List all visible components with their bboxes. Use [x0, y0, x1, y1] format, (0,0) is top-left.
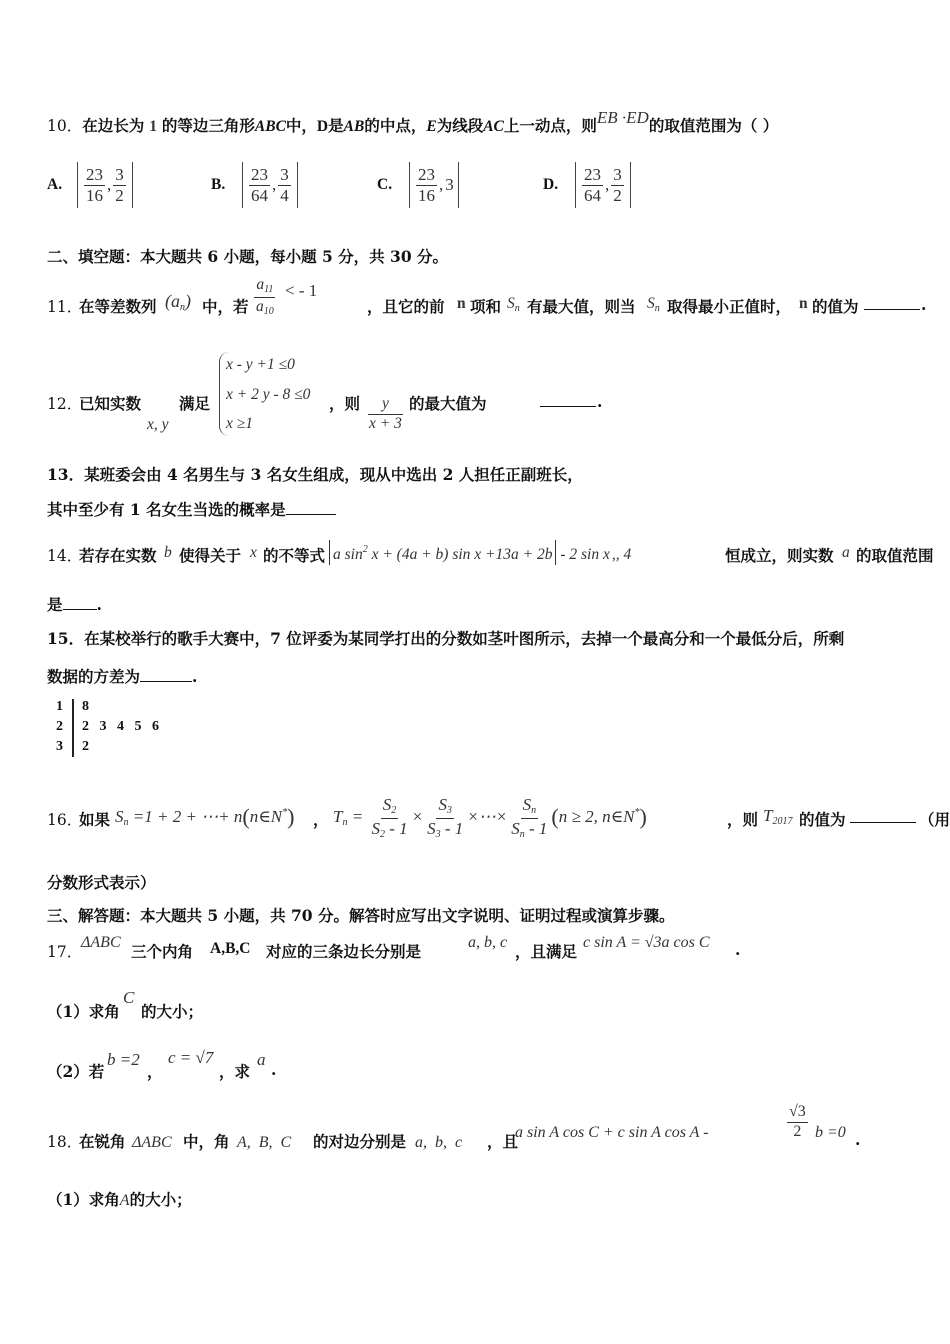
q11-seq-a: a [171, 291, 180, 311]
q12-text: 的最大值为 [409, 394, 487, 413]
q14-number: 14． [47, 547, 83, 565]
q10-side-length: 1 [149, 118, 157, 135]
q12-constraint-system [219, 352, 340, 436]
q12-fraction [367, 396, 404, 433]
option-c-den1: 16 [418, 185, 435, 205]
q17-part-2 [47, 1046, 950, 1081]
option-a-den1: 16 [86, 185, 103, 205]
q10-text: 在边长为 [82, 116, 145, 135]
option-d-den1: 64 [584, 185, 601, 205]
q16-f3-den-sub: n [519, 828, 525, 840]
q10-text: 为线段 [436, 116, 484, 135]
q18-angles: A, B, C [237, 1134, 292, 1151]
q12-number: 12． [47, 395, 83, 413]
stem-1: 1 [56, 699, 63, 714]
q16-condition-2: n ≥ 2, n∈N [558, 806, 635, 826]
q18-triangle: ΔABC [132, 1134, 172, 1151]
q16-tn-def: $T_n$ = $\frac{S_2}{S_2 - 1}$ × $\frac{S_3}{S_3 - 1}$ ×⋯× $\frac{S_n}{S_n - 1}$ (n ≥ 2, n∈N*) [333, 795, 647, 840]
q12-constraint-1: x - y +1 ≤0 [226, 356, 295, 373]
q14-end: . [96, 595, 102, 614]
q15-line-1: 15．在某校举行的歌手大赛中，7 位评委为某同学打出的分数如茎叶图所示，去掉一个最高分和一个最低分后，所剩 [47, 629, 845, 648]
option-a-den2: 2 [115, 185, 124, 205]
q14-stem [47, 534, 950, 568]
q16-t: T [333, 806, 343, 826]
q12-answer-blank[interactable] [540, 392, 596, 407]
q14-text: 若存在实数 [79, 546, 157, 565]
q12-text: 已知实数 [79, 394, 142, 413]
q14-var-x: x [250, 544, 257, 561]
q11-text: 的值为 [812, 297, 859, 316]
q16-f3-den: S [511, 818, 520, 838]
q17-p2-label: （2）若 [47, 1062, 105, 1081]
stem-2: 2 [56, 719, 63, 734]
q11-end: . [921, 295, 927, 314]
q12-frac-num: y [368, 396, 403, 415]
option-d-num1: 23 [584, 164, 601, 184]
option-b-num2: 3 [280, 164, 289, 184]
stem-leaf-plot [50, 697, 190, 761]
option-c-label: C. [377, 176, 393, 193]
q17-p2-a: a [257, 1050, 266, 1069]
q16-f3-num: S [522, 795, 532, 814]
q16-number: 16． [47, 811, 83, 829]
q16-text: ，则 [727, 810, 759, 829]
option-d-num2: 3 [613, 164, 622, 184]
q16-answer-blank[interactable] [850, 808, 916, 823]
q16-f2-num-sub: 3 [446, 805, 452, 816]
q11-num-a: a [256, 276, 265, 293]
q16-t2: T [763, 806, 773, 825]
q16-star-2: * [634, 806, 640, 818]
q17-p2-sep: ， [147, 1062, 163, 1081]
leaves-row-3: 2 [82, 739, 89, 754]
q16-t-sub: n [342, 816, 348, 828]
q16-sn-def: $S_n =1 + 2$ + ⋯+ n(n∈N*) [115, 804, 295, 829]
q11-s2: S [647, 295, 655, 312]
q13-line-1: 13．某班委会由 4 名男生与 3 名女生组成，现从中选出 2 人担任正副班长， [47, 465, 583, 484]
option-c-sep: , [439, 175, 444, 194]
q17-text: ，且满足 [515, 942, 578, 961]
q11-s-sub: n [514, 303, 520, 314]
q12-variables: x, y [147, 416, 169, 433]
q14-expr-b: x + (4a + b) sin x +13a + 2b [367, 546, 553, 563]
q14-text: 是 [47, 595, 63, 614]
q14-var-b: b [164, 544, 172, 561]
option-b-den2: 4 [280, 185, 289, 205]
q18-frac-den: 2 [793, 1122, 802, 1140]
q17-stem [47, 932, 950, 962]
q18-frac-num: √3 [787, 1104, 808, 1123]
q11-answer-blank[interactable] [864, 295, 920, 310]
q10-segment-ab: AB [343, 118, 365, 135]
q16-text: （用 [919, 810, 950, 829]
q16-s: S [115, 807, 124, 826]
q17-triangle: ΔABC [81, 934, 121, 951]
q18-text: ，且 [487, 1132, 519, 1151]
q18-text: 的对边分别是 [313, 1132, 407, 1151]
q12-constraint-2: x + 2 y - 8 ≤0 [226, 386, 311, 403]
q14-expr-c: - 2 sin x [556, 546, 610, 563]
q11-text: 有最大值，则当 [527, 297, 636, 316]
q15-line-2 [47, 665, 950, 687]
q10-point-d: D [316, 118, 329, 135]
q10-text: 上一动点，则 [503, 116, 597, 135]
q14-leq: ,, 4 [611, 546, 632, 563]
q12-text: 满足 [179, 394, 211, 413]
q16-t2-sub: 2017 [772, 816, 793, 827]
option-d-sep: , [605, 175, 610, 194]
q11-text: 项和 [470, 297, 502, 316]
q17-part-1 [47, 988, 950, 1021]
q17-text: 三个内角 [131, 942, 194, 961]
section-2-header: 二、填空题：本大题共 6 小题，每小题 5 分，共 30 分。 [47, 247, 449, 266]
q16-f3-den-tail: - 1 [524, 818, 548, 838]
q18-fraction [787, 1104, 808, 1141]
q15-answer-blank[interactable] [140, 667, 192, 682]
q14-expr-sq: 2 [362, 544, 368, 555]
q16-stem [47, 788, 950, 840]
q16-f2-den-tail: - 1 [440, 818, 464, 838]
q10-text: 是 [328, 116, 344, 135]
q14-expr-a: a sin [333, 546, 363, 563]
option-a-sep: , [107, 175, 112, 194]
q16-f2-den-sub: 3 [435, 828, 441, 840]
stem-3: 3 [56, 739, 63, 754]
q14-text: 使得关于 [179, 546, 242, 565]
q10-text: 的等边三角形 [161, 116, 255, 135]
option-c-interval [409, 162, 459, 208]
q11-text: ，且它的前 [367, 297, 445, 316]
q11-ratio [254, 277, 276, 317]
q13-line-2 [47, 498, 950, 520]
q16-line-2: 分数形式表示） [47, 873, 156, 892]
q17-angles: A,B,C [210, 940, 251, 957]
q11-text: 在等差数列 [79, 297, 157, 316]
q18-part-1 [47, 1188, 950, 1210]
q10-point-e: E [426, 118, 437, 135]
q11-sum-sn [507, 295, 520, 314]
q16-sum: =1 + 2 + ⋯+ n [128, 807, 243, 826]
q14-text: 恒成立，则实数 [725, 546, 834, 565]
option-b-label: B. [211, 176, 226, 193]
q16-f3-num-sub: n [531, 805, 537, 816]
q14-var-a: a [842, 544, 850, 561]
q17-text: 对应的三条边长分别是 [266, 942, 422, 961]
option-b-den1: 64 [251, 185, 268, 205]
q10-text: 的中点， [364, 116, 427, 135]
q16-times: × [411, 806, 424, 826]
q12-constraint-3: x ≥1 [226, 415, 254, 432]
q10-text: 中， [285, 116, 317, 135]
q12-text: ，则 [329, 394, 361, 413]
q16-eq: = [347, 806, 364, 826]
q16-f2-den: S [427, 818, 436, 838]
q18-sides: a, b, c [415, 1134, 463, 1151]
q16-t2017 [763, 806, 792, 827]
q17-p1-var: C [123, 988, 135, 1007]
q11-num-sub: 11 [264, 284, 274, 295]
option-c-num1: 23 [418, 164, 435, 184]
q18-p1-label: （1）求角 [47, 1190, 120, 1209]
option-c-value2: 3 [445, 175, 454, 194]
section-3-header: 三、解答题：本大题共 5 小题，共 70 分。解答时应写出文字说明、证明过程或演算步骤。 [47, 906, 675, 925]
q16-condition-1: n∈N [249, 807, 283, 826]
q11-den-sub: 10 [263, 305, 274, 317]
q10-triangle: ABC [254, 118, 286, 135]
q10-stem [47, 108, 950, 136]
option-d-interval [575, 162, 631, 208]
q16-text: 的值为 [799, 810, 846, 829]
q12-stem [47, 350, 950, 445]
q11-stem [47, 276, 950, 323]
q11-sequence: $(a_n)$ [165, 291, 191, 313]
leaves-row-2: 2 3 4 5 6 [82, 719, 159, 734]
q11-inequality: < - 1 [285, 281, 318, 300]
q18-stem [47, 1104, 950, 1156]
option-b-interval [242, 162, 298, 208]
q18-tail: b =0 [815, 1124, 846, 1141]
q16-f1-den-sub: 2 [379, 828, 385, 840]
option-d-den2: 2 [613, 185, 622, 205]
q17-p2-text: ，求 [219, 1062, 251, 1081]
option-a-label: A. [47, 176, 63, 193]
q11-text: 中，若 [202, 297, 249, 316]
q16-f1-den: S [371, 818, 380, 838]
q14-text: 的不等式 [263, 546, 326, 565]
option-a-interval [77, 162, 133, 208]
q17-p1-tail: 的大小； [141, 1002, 204, 1021]
q16-text: 如果 [79, 810, 111, 829]
q11-n: n [457, 295, 466, 312]
q16-dots: ×⋯× [467, 806, 508, 826]
q18-text: 中，角 [183, 1132, 230, 1151]
q16-s-sub: n [123, 817, 129, 828]
q14-answer-blank[interactable] [63, 595, 97, 610]
q10-number: 10． [47, 117, 83, 135]
q10-vector-product: EB ·ED [596, 108, 649, 127]
q16-f1-den-tail: - 1 [384, 818, 408, 838]
q17-p2-end: . [271, 1060, 277, 1079]
q11-seq-sub: n [180, 302, 185, 313]
q12-end: . [597, 392, 603, 411]
q18-end: . [855, 1130, 861, 1149]
q14-text: 的取值范围 [856, 546, 934, 565]
q17-sides: a, b, c [468, 934, 508, 951]
option-d-label: D. [543, 176, 559, 193]
q17-p1-label: （1）求角 [47, 1002, 120, 1021]
q11-den-a: a [256, 297, 264, 315]
q11-s2-sub: n [654, 303, 660, 314]
q12-frac-den: x + 3 [369, 415, 402, 433]
q17-p2-c: c = √7 [168, 1048, 214, 1067]
q16-f1-num: S [382, 795, 392, 814]
q17-end: . [735, 940, 741, 959]
q11-n2: n [799, 295, 808, 312]
q18-p1-tail: 的大小； [129, 1190, 192, 1209]
q10-text: 的取值范围为（ ） [648, 116, 779, 135]
q15-end: . [192, 667, 198, 686]
option-a-num1: 23 [86, 164, 103, 184]
q17-p2-b: b =2 [107, 1050, 140, 1069]
q18-number: 18． [47, 1133, 83, 1151]
q16-comma: ， [313, 810, 329, 829]
q18-text: 在锐角 [79, 1132, 126, 1151]
q17-condition: c sin A = √3a cos C [583, 934, 710, 951]
leaves-row-1: 8 [82, 699, 89, 714]
q16-f1-num-sub: 2 [391, 805, 397, 816]
option-b-num1: 23 [251, 164, 268, 184]
q18-expression: a sin A cos C + c sin A cos A - [515, 1124, 709, 1141]
stem-leaf-divider [72, 699, 74, 757]
q10-segment-ac: AC [483, 118, 504, 135]
q11-text: 取得最小正值时， [667, 297, 792, 316]
option-a-num2: 3 [115, 164, 124, 184]
q18-p1-var: A [119, 1192, 130, 1209]
q16-star-1: * [282, 807, 288, 818]
q16-f2-num: S [438, 795, 447, 814]
option-b-sep: , [272, 175, 277, 194]
q14-line-2 [47, 593, 950, 615]
q13-answer-blank[interactable] [286, 500, 336, 515]
q13-text: 其中至少有 1 名女生当选的概率是 [47, 500, 286, 519]
q17-number: 17． [47, 943, 83, 961]
q11-number: 11． [47, 298, 83, 316]
q11-s: S [507, 295, 515, 312]
q11-sum-sn-2 [647, 295, 660, 314]
q15-text: 数据的方差为 [47, 667, 141, 686]
q14-inequality [329, 540, 631, 565]
